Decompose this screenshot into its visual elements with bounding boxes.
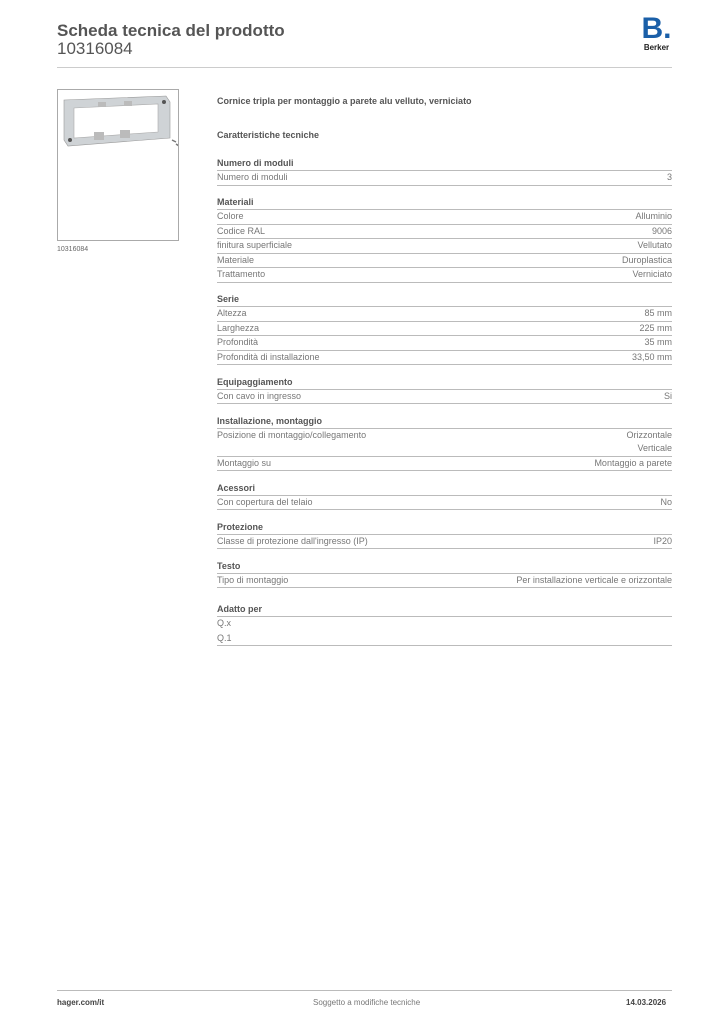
spec-label: Profondità di installazione xyxy=(217,351,320,362)
group-heading: Numero di moduli xyxy=(217,156,672,171)
spec-label: Profondità xyxy=(217,337,259,347)
spec-group xyxy=(217,481,672,511)
spec-label: Altezza xyxy=(217,308,247,318)
spec-value: Verniciato xyxy=(632,269,672,279)
spec-groups xyxy=(217,156,672,588)
spec-row xyxy=(217,239,672,254)
spec-value: 225 mm xyxy=(639,322,672,333)
footer-date: 14.03.2026 xyxy=(626,998,667,1007)
spec-row xyxy=(217,171,672,186)
suitable-label: Q.x xyxy=(217,618,232,628)
spec-row xyxy=(217,429,672,457)
spec-label: Classe di protezione dall'ingresso (IP) xyxy=(217,535,368,546)
spec-value: Per installazione verticale e orizzontale xyxy=(516,574,672,585)
spec-value: 33,50 mm xyxy=(631,351,672,362)
spec-label: Montaggio su xyxy=(217,457,272,468)
spec-value: Alluminio xyxy=(635,211,672,221)
berker-logo xyxy=(640,12,673,52)
spec-row xyxy=(217,225,672,240)
header-divider xyxy=(57,67,672,68)
footer-divider xyxy=(57,990,672,991)
spec-label: Codice RAL xyxy=(217,225,266,236)
spec-row xyxy=(217,574,672,589)
spec-row xyxy=(217,351,672,366)
group-heading: Installazione, montaggio xyxy=(217,414,672,429)
spec-group xyxy=(217,195,672,283)
spec-row xyxy=(217,457,672,472)
group-heading: Acessori xyxy=(217,481,672,496)
spec-row xyxy=(217,496,672,511)
suitable-item xyxy=(217,617,672,632)
logo-text: Berker xyxy=(643,43,670,52)
suitable-for xyxy=(217,602,672,646)
spec-sheet xyxy=(217,96,672,646)
suitable-heading: Adatto per xyxy=(217,602,672,617)
spec-label: Con copertura del telaio xyxy=(217,496,313,507)
product-code: 10316084 xyxy=(57,39,133,58)
spec-group xyxy=(217,156,672,186)
spec-row xyxy=(217,254,672,269)
footer-notice: Soggetto a modifiche tecniche xyxy=(313,998,421,1007)
product-title: Cornice tripla per montaggio a parete alu velluto, verniciato xyxy=(217,96,472,106)
logo-mark: B. xyxy=(641,12,672,45)
spec-label: Colore xyxy=(217,211,244,221)
product-image xyxy=(57,89,179,241)
spec-label: Trattamento xyxy=(217,269,266,279)
section-title: Caratteristiche tecniche xyxy=(217,130,320,140)
spec-label: Con cavo in ingresso xyxy=(217,390,302,401)
group-heading: Testo xyxy=(217,559,672,574)
spec-group xyxy=(217,292,672,365)
spec-value: Montaggio a parete xyxy=(594,457,672,468)
spec-label: Numero di moduli xyxy=(217,172,288,182)
spec-label: finitura superficiale xyxy=(217,240,293,250)
suitable-label: Q.1 xyxy=(217,632,232,643)
spec-value: Vellutato xyxy=(637,240,672,250)
spec-label: Tipo di montaggio xyxy=(217,574,289,585)
image-caption: 10316084 xyxy=(57,246,89,253)
page-title: Scheda tecnica del prodotto xyxy=(57,21,285,40)
spec-value: 3 xyxy=(666,172,672,182)
spec-row xyxy=(217,390,672,405)
footer-website[interactable]: hager.com/it xyxy=(57,998,105,1007)
suitable-item xyxy=(217,632,672,647)
spec-label: Posizione di montaggio/collegamento xyxy=(217,429,367,440)
spec-label: Larghezza xyxy=(217,322,260,333)
group-heading: Protezione xyxy=(217,520,672,535)
spec-group xyxy=(217,520,672,550)
spec-value: 85 mm xyxy=(644,308,672,318)
spec-group xyxy=(217,414,672,472)
spec-value: 9006 xyxy=(651,225,672,236)
spec-value: Orizzontale Verticale xyxy=(626,429,672,453)
spec-value: Si xyxy=(663,390,672,401)
spec-group xyxy=(217,375,672,405)
spec-row xyxy=(217,210,672,225)
spec-value: 35 mm xyxy=(644,337,672,347)
spec-label: Materiale xyxy=(217,254,255,265)
spec-group xyxy=(217,559,672,589)
group-heading: Serie xyxy=(217,292,672,307)
spec-value: Duroplastica xyxy=(621,254,672,265)
spec-value: No xyxy=(660,496,672,507)
spec-value: IP20 xyxy=(653,535,672,546)
spec-row xyxy=(217,336,672,351)
spec-row xyxy=(217,535,672,550)
spec-row xyxy=(217,307,672,322)
spec-row xyxy=(217,322,672,337)
group-heading: Equipaggiamento xyxy=(217,375,672,390)
group-heading: Materiali xyxy=(217,195,672,210)
spec-row xyxy=(217,268,672,283)
